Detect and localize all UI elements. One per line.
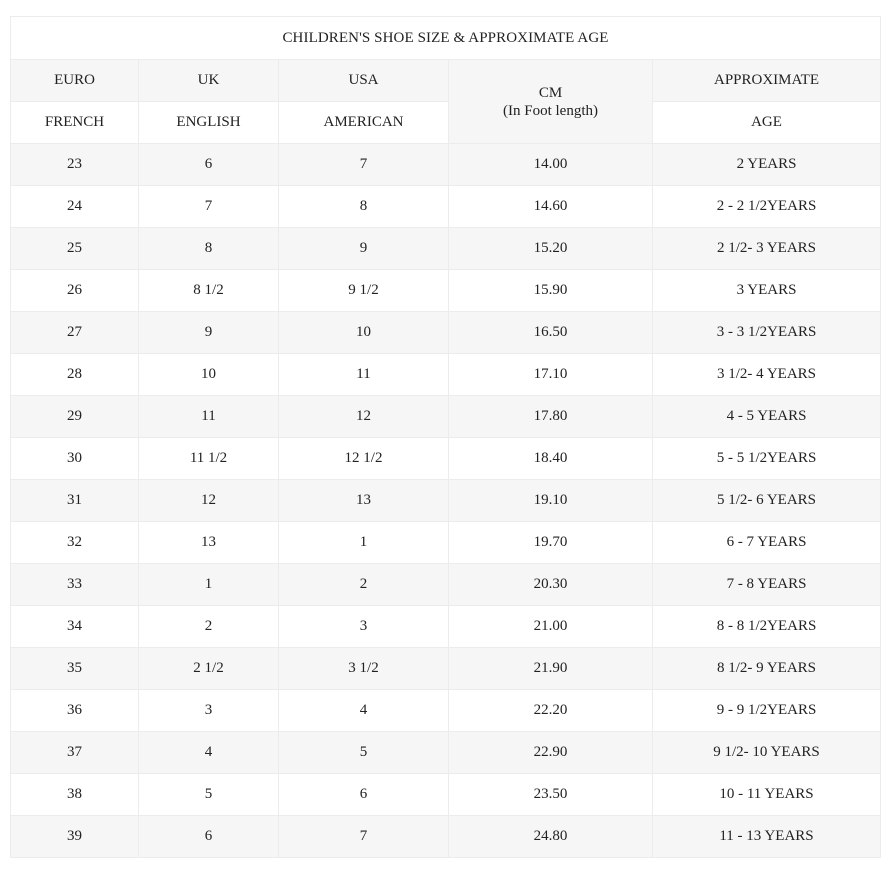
table-row	[11, 690, 881, 732]
cell-euro: 36	[11, 690, 139, 732]
table-row	[11, 648, 881, 690]
cell-usa: 12	[279, 396, 449, 438]
cell-age: 8 - 8 1/2YEARS	[653, 606, 881, 648]
table-title: CHILDREN'S SHOE SIZE & APPROXIMATE AGE	[11, 17, 881, 60]
cell-euro: 32	[11, 522, 139, 564]
table-row	[11, 816, 881, 858]
cell-cm: 15.90	[449, 270, 653, 312]
cell-uk: 7	[139, 186, 279, 228]
title-row	[11, 17, 881, 60]
cell-usa: 5	[279, 732, 449, 774]
header-row-2	[11, 102, 881, 144]
cell-uk: 4	[139, 732, 279, 774]
cell-euro: 31	[11, 480, 139, 522]
cell-uk: 8 1/2	[139, 270, 279, 312]
cell-uk: 12	[139, 480, 279, 522]
cell-usa: 7	[279, 144, 449, 186]
table-row	[11, 732, 881, 774]
table-row	[11, 186, 881, 228]
cell-uk: 3	[139, 690, 279, 732]
cell-age: 4 - 5 YEARS	[653, 396, 881, 438]
header-age: AGE	[653, 102, 881, 144]
cell-usa: 9 1/2	[279, 270, 449, 312]
cell-uk: 10	[139, 354, 279, 396]
cell-euro: 29	[11, 396, 139, 438]
table-row	[11, 774, 881, 816]
size-chart	[10, 16, 880, 858]
cell-age: 10 - 11 YEARS	[653, 774, 881, 816]
header-approximate: APPROXIMATE	[653, 60, 881, 102]
cell-uk: 11	[139, 396, 279, 438]
cell-cm: 17.80	[449, 396, 653, 438]
header-uk: UK	[139, 60, 279, 102]
cell-age: 6 - 7 YEARS	[653, 522, 881, 564]
cell-age: 9 - 9 1/2YEARS	[653, 690, 881, 732]
cell-uk: 11 1/2	[139, 438, 279, 480]
cell-cm: 14.00	[449, 144, 653, 186]
header-french: FRENCH	[11, 102, 139, 144]
cell-usa: 13	[279, 480, 449, 522]
header-row-1	[11, 60, 881, 102]
cell-cm: 22.90	[449, 732, 653, 774]
table-row	[11, 438, 881, 480]
cell-cm: 21.00	[449, 606, 653, 648]
cell-age: 3 1/2- 4 YEARS	[653, 354, 881, 396]
cell-usa: 7	[279, 816, 449, 858]
cell-uk: 5	[139, 774, 279, 816]
cell-usa: 3	[279, 606, 449, 648]
cell-euro: 39	[11, 816, 139, 858]
cell-uk: 6	[139, 144, 279, 186]
cell-uk: 8	[139, 228, 279, 270]
table-row	[11, 270, 881, 312]
cell-age: 2 YEARS	[653, 144, 881, 186]
cell-euro: 30	[11, 438, 139, 480]
cell-cm: 23.50	[449, 774, 653, 816]
cell-euro: 35	[11, 648, 139, 690]
cell-uk: 13	[139, 522, 279, 564]
cell-usa: 12 1/2	[279, 438, 449, 480]
cell-usa: 6	[279, 774, 449, 816]
table-body	[11, 144, 881, 858]
cell-age: 3 - 3 1/2YEARS	[653, 312, 881, 354]
table-row	[11, 480, 881, 522]
cell-euro: 25	[11, 228, 139, 270]
cell-age: 2 - 2 1/2YEARS	[653, 186, 881, 228]
cell-cm: 24.80	[449, 816, 653, 858]
table-row	[11, 522, 881, 564]
header-cm	[449, 60, 653, 144]
cell-cm: 21.90	[449, 648, 653, 690]
table-row	[11, 312, 881, 354]
header-usa: USA	[279, 60, 449, 102]
cell-usa: 10	[279, 312, 449, 354]
cell-age: 9 1/2- 10 YEARS	[653, 732, 881, 774]
size-table	[10, 16, 881, 858]
table-row	[11, 564, 881, 606]
cell-age: 3 YEARS	[653, 270, 881, 312]
cell-age: 11 - 13 YEARS	[653, 816, 881, 858]
cell-age: 7 - 8 YEARS	[653, 564, 881, 606]
cell-age: 8 1/2- 9 YEARS	[653, 648, 881, 690]
cell-cm: 17.10	[449, 354, 653, 396]
cell-usa: 11	[279, 354, 449, 396]
cell-cm: 19.10	[449, 480, 653, 522]
cell-euro: 26	[11, 270, 139, 312]
table-row	[11, 606, 881, 648]
header-cm-sub: (In Foot length)	[503, 102, 598, 119]
cell-age: 5 - 5 1/2YEARS	[653, 438, 881, 480]
cell-euro: 33	[11, 564, 139, 606]
cell-usa: 4	[279, 690, 449, 732]
cell-euro: 23	[11, 144, 139, 186]
cell-cm: 16.50	[449, 312, 653, 354]
cell-euro: 38	[11, 774, 139, 816]
cell-uk: 1	[139, 564, 279, 606]
cell-euro: 37	[11, 732, 139, 774]
cell-usa: 9	[279, 228, 449, 270]
header-cm-label: CM	[538, 84, 563, 101]
cell-euro: 27	[11, 312, 139, 354]
table-row	[11, 228, 881, 270]
cell-usa: 3 1/2	[279, 648, 449, 690]
header-english: ENGLISH	[139, 102, 279, 144]
cell-usa: 8	[279, 186, 449, 228]
cell-usa: 1	[279, 522, 449, 564]
table-row	[11, 144, 881, 186]
header-american: AMERICAN	[279, 102, 449, 144]
table-row	[11, 354, 881, 396]
cell-cm: 20.30	[449, 564, 653, 606]
table-row	[11, 396, 881, 438]
cell-usa: 2	[279, 564, 449, 606]
cell-uk: 9	[139, 312, 279, 354]
cell-uk: 2	[139, 606, 279, 648]
cell-cm: 18.40	[449, 438, 653, 480]
cell-euro: 34	[11, 606, 139, 648]
cell-uk: 6	[139, 816, 279, 858]
cell-euro: 28	[11, 354, 139, 396]
cell-cm: 14.60	[449, 186, 653, 228]
cell-cm: 15.20	[449, 228, 653, 270]
cell-cm: 22.20	[449, 690, 653, 732]
header-euro: EURO	[11, 60, 139, 102]
cell-age: 2 1/2- 3 YEARS	[653, 228, 881, 270]
cell-cm: 19.70	[449, 522, 653, 564]
cell-age: 5 1/2- 6 YEARS	[653, 480, 881, 522]
cell-uk: 2 1/2	[139, 648, 279, 690]
cell-euro: 24	[11, 186, 139, 228]
